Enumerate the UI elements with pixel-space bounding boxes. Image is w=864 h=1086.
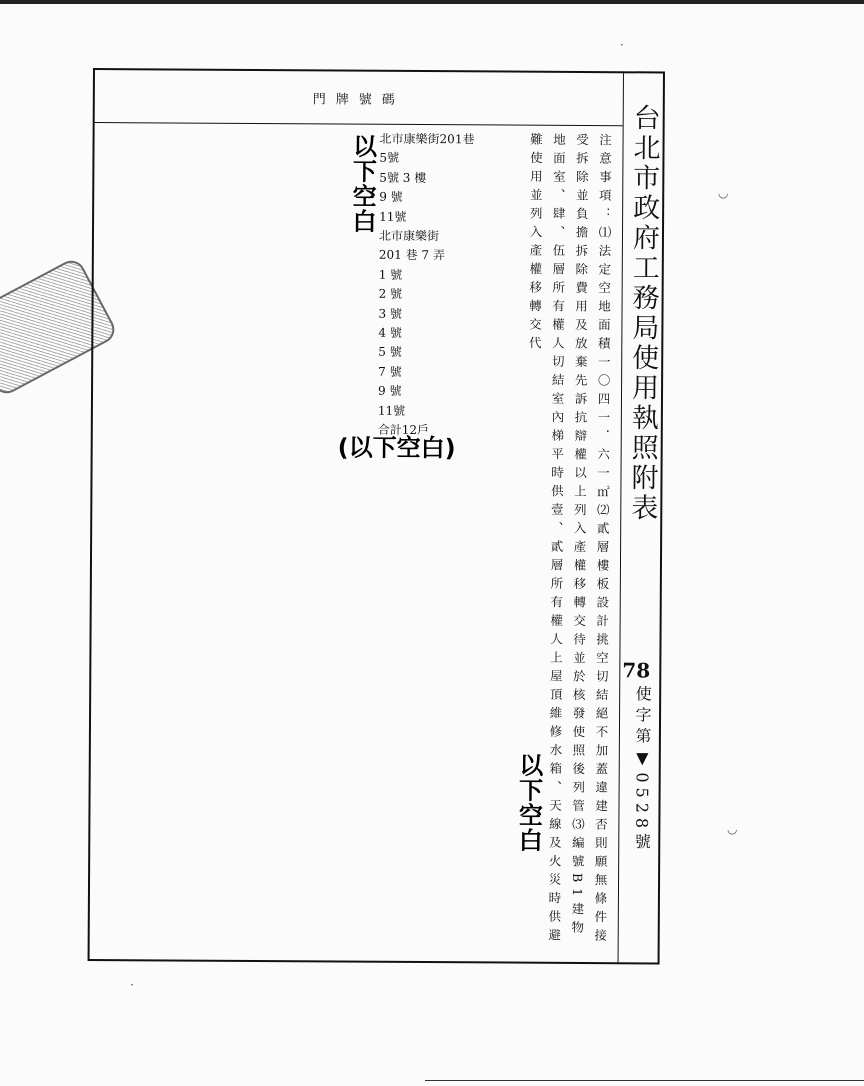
scan-top-edge (0, 0, 864, 4)
blank-below-stamp-notes: 以下空白 (514, 752, 543, 853)
scan-speck: ◡ (718, 186, 729, 200)
address-line: 11號 (379, 209, 407, 224)
address-line: 5 號 (378, 345, 402, 360)
address-line: 201 巷 7 弄 (378, 248, 445, 263)
address-line: 北市康樂街201巷 (379, 131, 475, 147)
address-line: 7 號 (378, 364, 402, 379)
address-line: 11號 (377, 403, 406, 418)
address-line: 1 號 (378, 267, 403, 282)
address-line: 4 號 (378, 325, 402, 340)
address-line: 5號 (379, 151, 400, 166)
address-line: 2 號 (378, 286, 403, 302)
address-line: 9 號 (379, 189, 403, 205)
scan-speck: · (130, 978, 134, 992)
blank-below-stamp-horizontal: (以下空白) (337, 433, 456, 463)
permit-number: 使字第▼0528號 (632, 685, 653, 855)
permit-year: 78 (622, 658, 651, 683)
title-column (618, 73, 663, 962)
address-line: 5號 3 樓 (379, 170, 427, 185)
address-total: 合計12戶 (377, 422, 430, 438)
scan-bottom-edge (425, 1080, 864, 1081)
address-line: 3 號 (378, 306, 403, 321)
permit-attachment-form (88, 68, 665, 964)
scan-speck: ◡ (727, 822, 738, 836)
address-list (378, 130, 475, 441)
blank-below-stamp: 以下空白 (347, 133, 377, 234)
column-header: 門牌號碼 (95, 70, 623, 126)
address-line: 北市康樂街 (378, 228, 440, 244)
document-title: 台北市政府工務局使用執照附表 (626, 103, 660, 524)
address-line: 9 號 (377, 384, 402, 399)
notes-text: 注意事項：⑴法定空地面積一〇四一．六一㎡⑵貳層樓板設計挑空切結絕不加蓋違建否則願無條件接受拆除並負擔拆除費用及放棄先訴抗辯權以上列入產權移轉交待並於核發使照後列管⑶編號B1建物地面室、肆、伍層所有權人切結室內梯平時供壹、貳層所有權人上屋頂維修水箱、天線及火災時供避難使用並列入產權移轉交代 (527, 132, 613, 948)
scan-speck: · (620, 38, 624, 52)
